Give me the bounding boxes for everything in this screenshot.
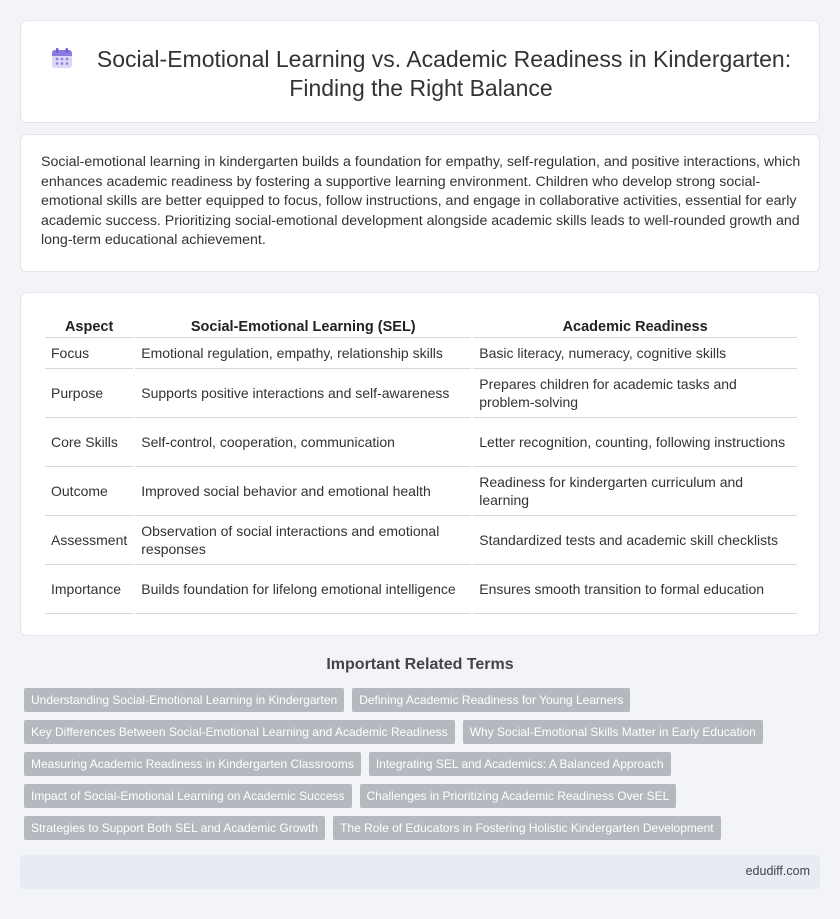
table-cell: Supports positive interactions and self-awareness	[135, 369, 471, 418]
table-cell: Outcome	[45, 467, 133, 516]
table-row	[45, 516, 797, 565]
related-term-tag[interactable]: Key Differences Between Social-Emotional Learning and Academic Readiness	[24, 720, 455, 744]
column-header-aspect: Aspect	[45, 316, 133, 338]
related-terms-title: Important Related Terms	[326, 656, 514, 673]
header-card	[20, 20, 820, 123]
table-cell: Readiness for kindergarten curriculum and learning	[473, 467, 797, 516]
table-cell: Core Skills	[45, 418, 133, 467]
calendar-icon	[51, 47, 73, 69]
table-row	[45, 467, 797, 516]
related-term-tag[interactable]: Strategies to Support Both SEL and Academic Growth	[24, 816, 325, 840]
page-title-text: Social-Emotional Learning vs. Academic Readiness in Kindergarten: Finding the Right Balance	[96, 46, 792, 101]
table-cell: Improved social behavior and emotional health	[135, 467, 471, 516]
column-header-sel: Social-Emotional Learning (SEL)	[135, 316, 471, 338]
related-term-tag[interactable]: Measuring Academic Readiness in Kindergarten Classrooms	[24, 752, 361, 776]
table-cell: Assessment	[45, 516, 133, 565]
table-row	[45, 369, 797, 418]
related-term-tag[interactable]: Challenges in Prioritizing Academic Readiness Over SEL	[360, 784, 677, 808]
related-term-tag[interactable]: Integrating SEL and Academics: A Balanced Approach	[369, 752, 671, 776]
intro-card	[20, 134, 820, 272]
table-cell: Basic literacy, numeracy, cognitive skills	[473, 338, 797, 369]
comparison-table-card	[20, 292, 820, 636]
site-name[interactable]: edudiff.com	[745, 864, 810, 878]
related-terms-list	[24, 688, 824, 848]
page-title	[21, 45, 821, 103]
comparison-table	[43, 316, 799, 614]
footer-bar	[20, 855, 820, 889]
related-term-tag[interactable]: Why Social-Emotional Skills Matter in Early Education	[463, 720, 763, 744]
table-row	[45, 565, 797, 614]
table-cell: Letter recognition, counting, following instructions	[473, 418, 797, 467]
table-cell: Builds foundation for lifelong emotional intelligence	[135, 565, 471, 614]
related-term-tag[interactable]: The Role of Educators in Fostering Holistic Kindergarten Development	[333, 816, 721, 840]
related-term-tag[interactable]: Impact of Social-Emotional Learning on Academic Success	[24, 784, 352, 808]
table-cell: Emotional regulation, empathy, relationship skills	[135, 338, 471, 369]
table-cell: Standardized tests and academic skill checklists	[473, 516, 797, 565]
table-header-row	[45, 316, 797, 338]
table-cell: Self-control, cooperation, communication	[135, 418, 471, 467]
intro-paragraph: Social-emotional learning in kindergarten builds a foundation for empathy, self-regulation, and positive interactions, which enhances academic readiness by fostering a supportive learning environment. Children who develop strong social-emotional skills are better equipped to focus, follow instructions, and engage in collaborative activities, essential for early academic success. Prioritizing social-emotional development alongside academic skills leads to well-rounded growth and long-term educational achievement.	[41, 154, 801, 249]
related-term-tag[interactable]: Defining Academic Readiness for Young Learners	[352, 688, 630, 712]
table-cell: Observation of social interactions and emotional responses	[135, 516, 471, 565]
table-row	[45, 338, 797, 369]
table-cell: Importance	[45, 565, 133, 614]
table-cell: Ensures smooth transition to formal education	[473, 565, 797, 614]
column-header-academic: Academic Readiness	[473, 316, 797, 338]
table-cell: Purpose	[45, 369, 133, 418]
related-term-tag[interactable]: Understanding Social-Emotional Learning in Kindergarten	[24, 688, 344, 712]
table-row	[45, 418, 797, 467]
table-cell: Focus	[45, 338, 133, 369]
table-cell: Prepares children for academic tasks and problem-solving	[473, 369, 797, 418]
